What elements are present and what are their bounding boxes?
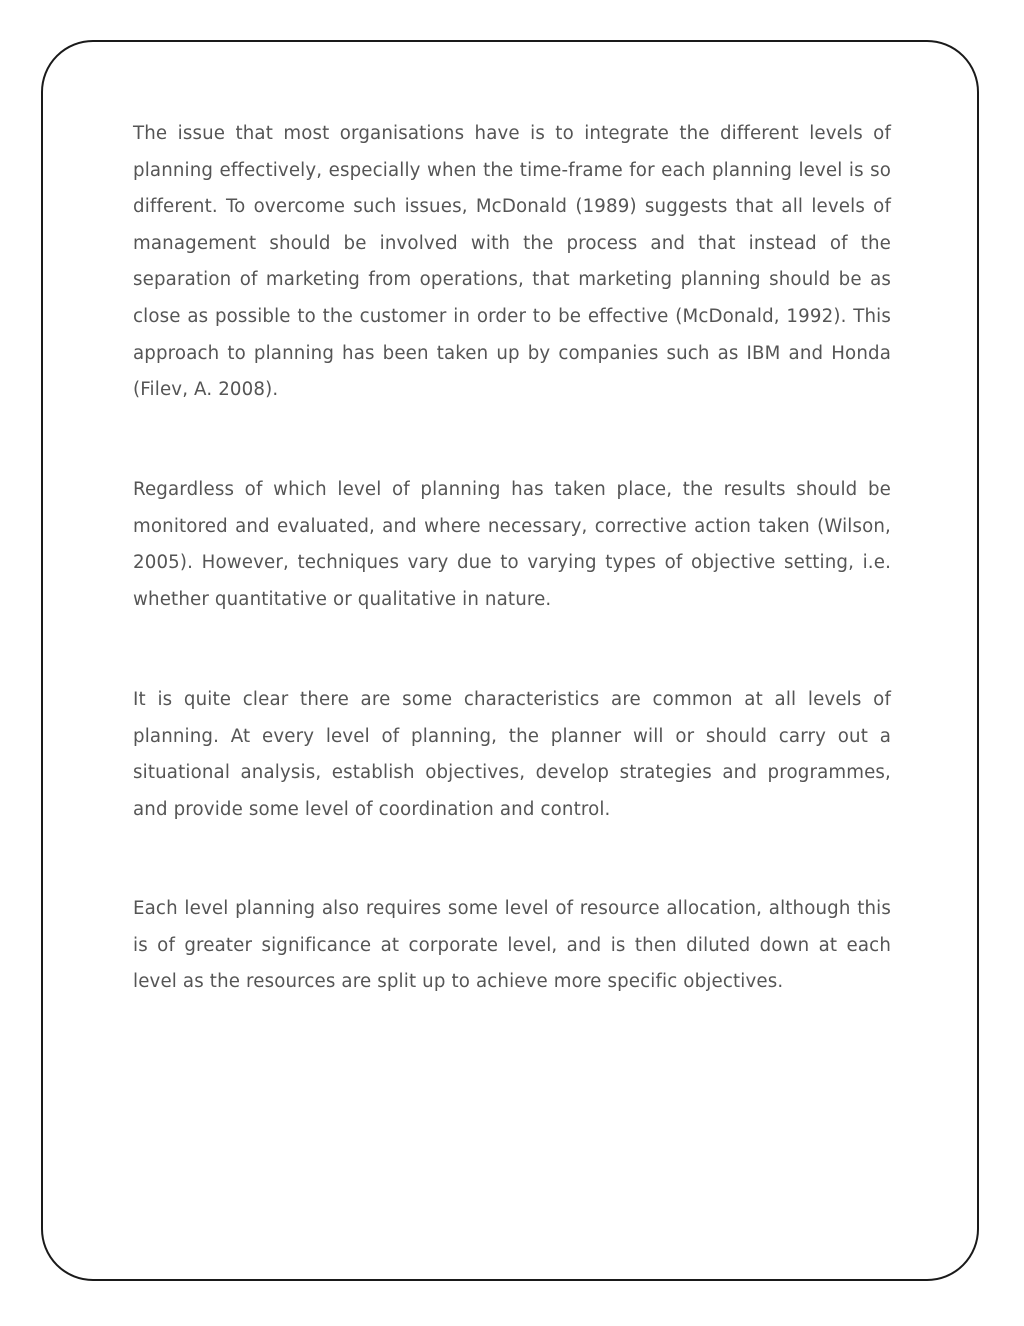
paragraph-common-characteristics: It is quite clear there are some characteristics are common at all levels of planning. At every level of planning, the planner will or should carry out a situational analysis, establish objectives, develop strategies and programmes, and provide some level of coordination and control.	[133, 689, 891, 820]
paragraph-monitoring-evaluation: Regardless of which level of planning has taken place, the results should be monitored and evaluated, and where necessary, corrective action taken (Wilson, 2005). However, techniques vary due to varying types of objective setting, i.e. whether quantitative or qualitative in nature.	[133, 479, 891, 610]
paragraph-resource-allocation: Each level planning also requires some level of resource allocation, although this is of greater significance at corporate level, and is then diluted down at each level as the resources are split up to achieve more specific objectives.	[133, 898, 891, 993]
paragraph-planning-integration: The issue that most organisations have is to integrate the different levels of planning effectively, especially when the time-frame for each planning level is so different. To overcome such issues, McDonald (1989) suggests that all levels of management should be involved with the process and that instead of the separation of marketing from operations, that marketing planning should be as close as possible to the customer in order to be effective (McDonald, 1992). This approach to planning has been taken up by companies such as IBM and Honda (Filev, A. 2008).	[133, 123, 891, 401]
